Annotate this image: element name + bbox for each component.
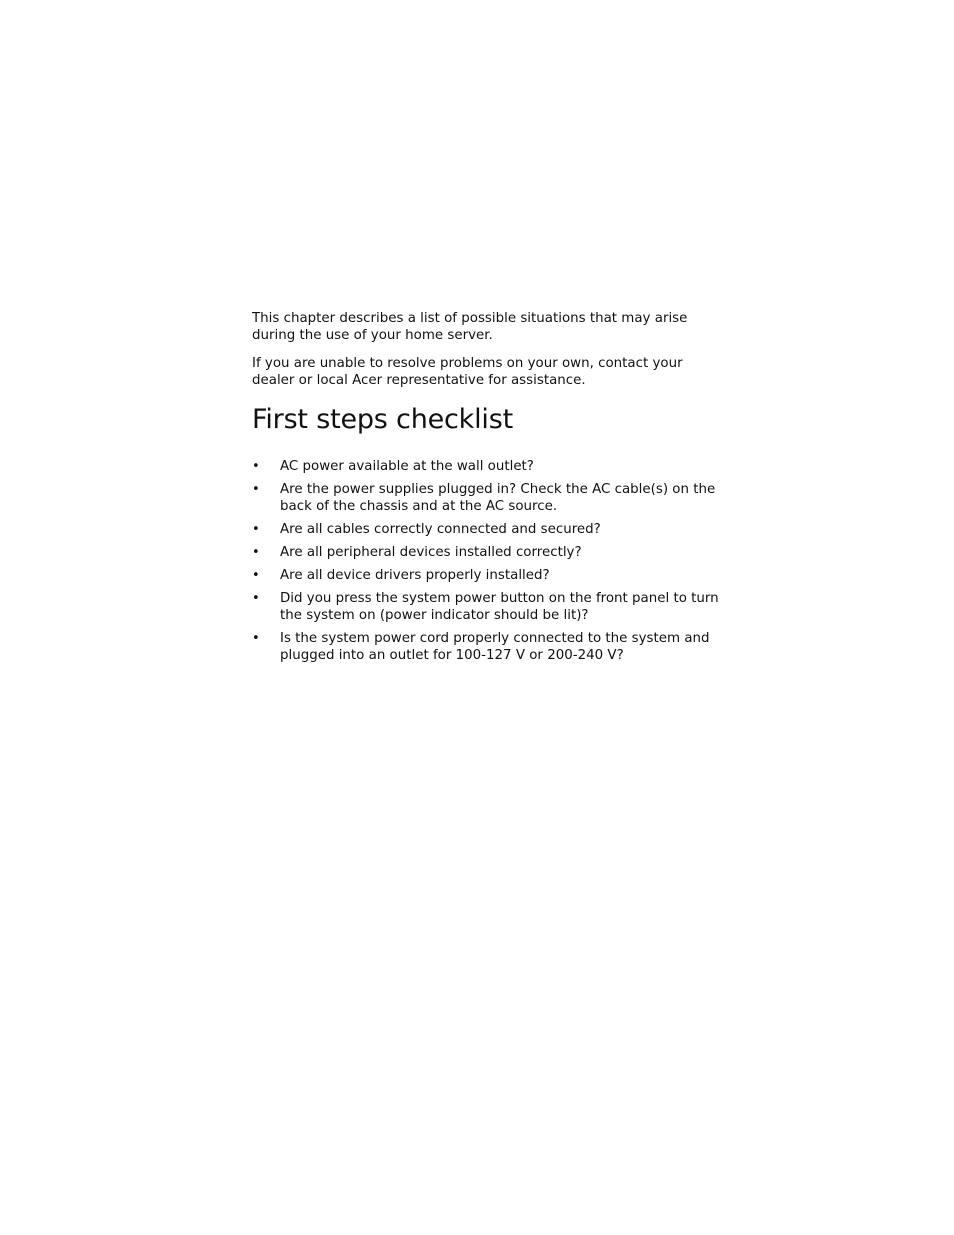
checklist-item [252,590,722,624]
checklist-item [252,544,722,561]
section-heading: First steps checklist [252,404,513,435]
checklist-item [252,521,722,538]
intro-paragraph: This chapter describes a list of possible situations that may arise during the use of your home server. [252,311,688,343]
checklist-item [252,567,722,584]
intro-paragraph: If you are unable to resolve problems on your own, contact your dealer or local Acer representative for assistance. [252,356,683,388]
checklist-item [252,458,722,475]
bullet-icon: • [252,568,260,583]
checklist-item-text: Did you press the system power button on the front panel to turn the system on (power indicator should be lit)? [280,591,719,623]
checklist-item-text: Is the system power cord properly connected to the system and plugged into an outlet for 100-127 V or 200-240 V? [280,631,710,663]
checklist-item-text: Are all device drivers properly installed? [280,568,550,583]
bullet-icon: • [252,459,260,474]
bullet-icon: • [252,482,260,497]
checklist-item-text: Are all cables correctly connected and secured? [280,522,601,537]
bullet-icon: • [252,631,260,646]
checklist [252,458,722,664]
bullet-icon: • [252,522,260,537]
checklist-item [252,481,722,515]
bullet-icon: • [252,591,260,606]
checklist-item-text: AC power available at the wall outlet? [280,459,534,474]
checklist-item-text: Are all peripheral devices installed correctly? [280,545,582,560]
bullet-icon: • [252,545,260,560]
checklist-item-text: Are the power supplies plugged in? Check the AC cable(s) on the back of the chassis and at the AC source. [280,482,716,514]
checklist-item [252,630,722,664]
page-content [252,310,722,670]
